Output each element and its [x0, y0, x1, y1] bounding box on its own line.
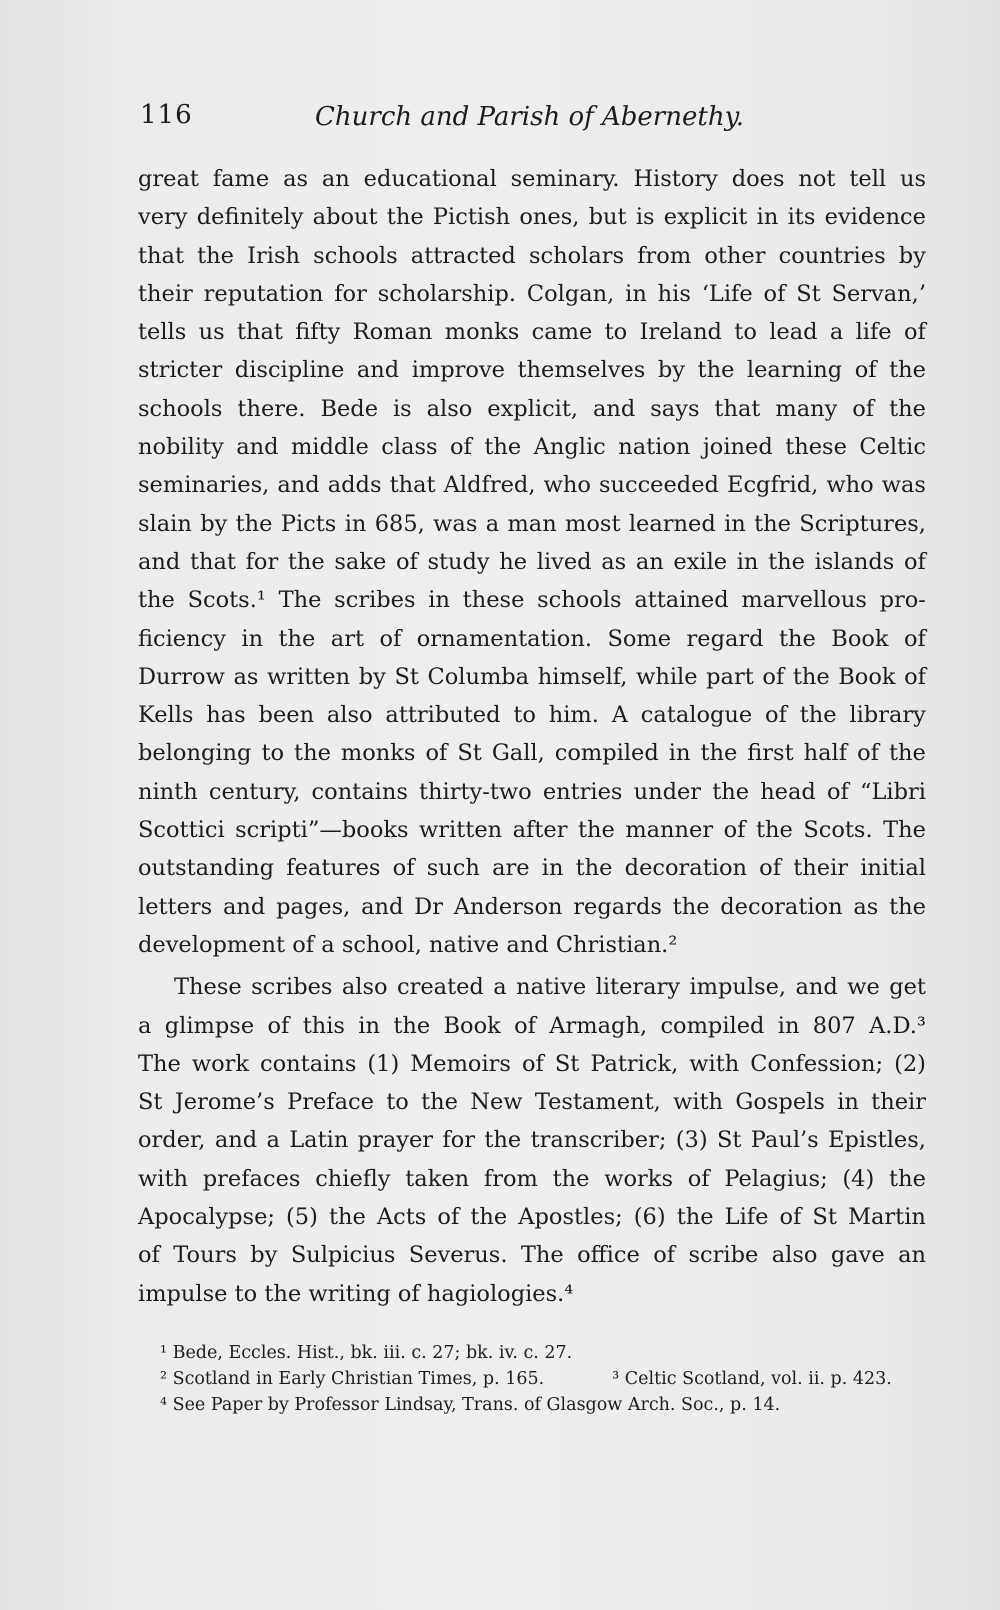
footnote-2-3-line [160, 1366, 920, 1392]
text-line: Apocalypse; (5) the Acts of the Apostles; (6) the Life of St Martin [138, 1204, 926, 1231]
text-line: outstanding features of such are in the decoration of their initial [138, 855, 926, 882]
text-line: schools there. Bede is also explicit, and says that many of the [138, 395, 926, 422]
text-line: Durrow as written by St Columba himself, while part of the Book of [138, 663, 926, 690]
text-line: slain by the Picts in 685, was a man most learned in the Scriptures, [138, 510, 926, 537]
text-line: a glimpse of this in the Book of Armagh, compiled in 807 A.D.³ [138, 1012, 926, 1039]
text-line: impulse to the writing of hagiologies.⁴ [138, 1280, 574, 1307]
text-line: great fame as an educational seminary. History does not tell us [138, 166, 926, 192]
text-line: very definitely about the Pictish ones, but is explicit in its evidence [138, 204, 926, 231]
text-line: ficiency in the art of ornamentation. Some regard the Book of [138, 625, 926, 652]
text-line: Kells has been also attributed to him. A catalogue of the library [138, 702, 926, 729]
text-line: development of a school, native and Christian.² [138, 931, 678, 958]
footnote-3: ³ Celtic Scotland, vol. ii. p. 423. [612, 1369, 892, 1389]
text-line: and that for the sake of study he lived as an exile in the islands of [138, 548, 926, 575]
text-line: seminaries, and adds that Aldfred, who succeeded Ecgfrid, who was [138, 472, 926, 499]
text-line: Scottici scripti”—books written after the manner of the Scots. The [138, 817, 926, 844]
text-line: stricter discipline and improve themselves by the learning of the [138, 357, 926, 384]
text-line: These scribes also created a native literary impulse, and we get [174, 974, 926, 1001]
text-line: that the Irish schools attracted scholars from other countries by [138, 242, 926, 269]
footnote-4-line [160, 1392, 920, 1418]
footnote-1-line [160, 1340, 920, 1366]
footnote-2: ² Scotland in Early Christian Times, p. 165. [160, 1369, 545, 1389]
text-line: the Scots.¹ The scribes in these schools attained marvellous pro- [138, 587, 926, 614]
footnote-4: ⁴ See Paper by Professor Lindsay, Trans. of Glasgow Arch. Soc., p. 14. [160, 1395, 781, 1415]
text-line: The work contains (1) Memoirs of St Patrick, with Confession; (2) [138, 1050, 926, 1077]
body-text [138, 160, 926, 1313]
text-line: with prefaces chiefly taken from the works of Pelagius; (4) the [138, 1165, 926, 1192]
text-line: tells us that fifty Roman monks came to Ireland to lead a life of [138, 319, 926, 346]
text-line: belonging to the monks of St Gall, compiled in the first half of the [138, 740, 926, 767]
page-header [140, 100, 760, 140]
text-line: of Tours by Sulpicius Severus. The office of scribe also gave an [138, 1242, 926, 1269]
running-title: Church and Parish of Abernethy. [315, 102, 745, 132]
footnotes [160, 1340, 920, 1418]
text-line: order, and a Latin prayer for the transcriber; (3) St Paul’s Epistles, [138, 1127, 926, 1154]
text-line: their reputation for scholarship. Colgan, in his ‘Life of St Servan,’ [138, 280, 926, 307]
text-line: ninth century, contains thirty-two entries under the head of “Libri [138, 778, 926, 805]
footnote-1: ¹ Bede, Eccles. Hist., bk. iii. c. 27; bk. iv. c. 27. [160, 1343, 573, 1363]
text-line: letters and pages, and Dr Anderson regards the decoration as the [138, 893, 926, 920]
text-line: St Jerome’s Preface to the New Testament, with Gospels in their [138, 1089, 926, 1116]
paragraph-2 [138, 968, 926, 1313]
paragraph-1 [138, 160, 926, 964]
text-line: nobility and middle class of the Anglic nation joined these Celtic [138, 434, 926, 461]
page-number: 116 [140, 100, 193, 130]
